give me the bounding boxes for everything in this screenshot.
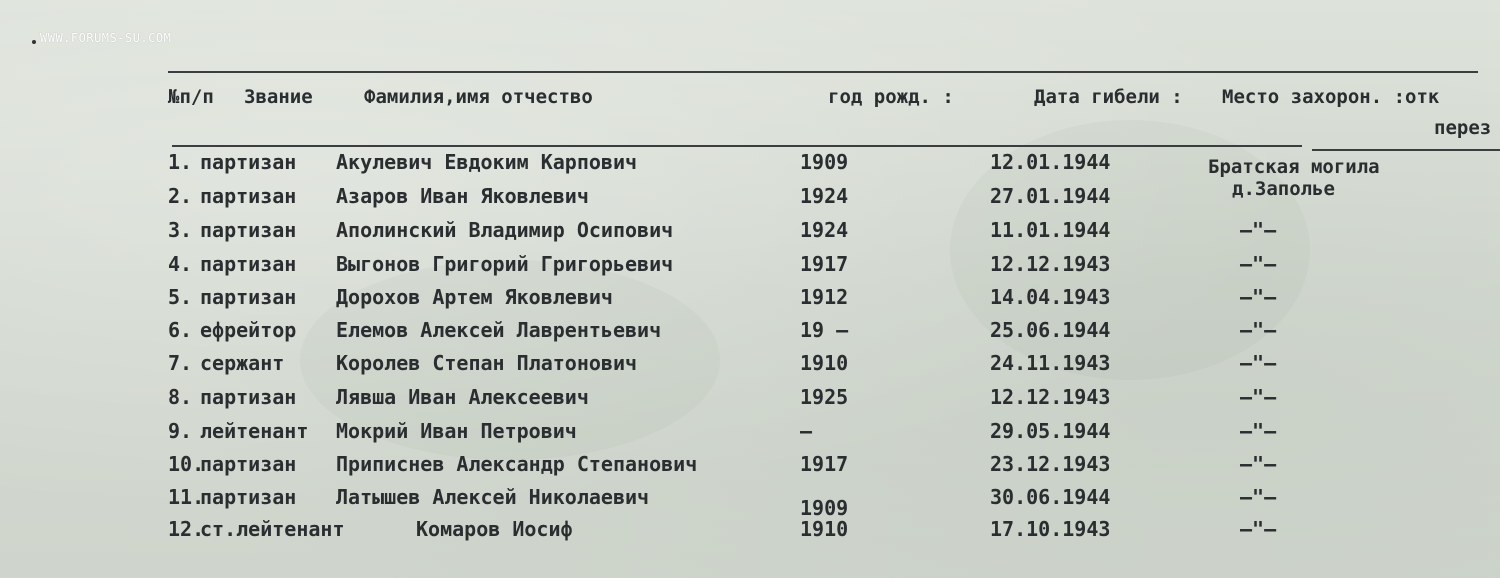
row-rank: ст.лейтенант	[200, 517, 345, 541]
row-num: 11.	[168, 485, 205, 509]
row-rank: ефрейтор	[200, 318, 297, 342]
row-name: Акулевич Евдоким Карпович	[336, 150, 638, 174]
row-death-date: 27.01.1944	[990, 184, 1111, 208]
row-death-date: 24.11.1943	[990, 351, 1111, 375]
row-death-date: 12.12.1943	[990, 385, 1111, 409]
header-death: Дата гибели :	[1034, 86, 1183, 108]
row-year: 1924	[800, 218, 849, 242]
row-burial: –"–	[1240, 452, 1277, 476]
row-num: 3.	[168, 218, 193, 242]
header-burial: Место захорон. :отк	[1222, 86, 1440, 108]
header-num: №п/п	[168, 86, 214, 108]
row-name: Мокрий Иван Петрович	[336, 419, 577, 443]
row-rank: партизан	[200, 285, 297, 309]
row-year: 1917	[800, 452, 849, 476]
row-name: Лявша Иван Алексеевич	[336, 385, 589, 409]
row-name: Выгонов Григорий Григорьевич	[336, 252, 674, 276]
row-rank: партизан	[200, 218, 297, 242]
row-num: 8.	[168, 385, 193, 409]
row-burial: –"–	[1240, 385, 1277, 409]
burial-note-line2: д.Заполье	[1232, 178, 1335, 200]
table-row	[0, 419, 1500, 449]
row-burial: –"–	[1240, 419, 1277, 443]
row-year: 1909	[800, 150, 849, 174]
row-burial: –"–	[1240, 517, 1277, 541]
row-death-date: 14.04.1943	[990, 285, 1111, 309]
table-row	[0, 150, 1500, 180]
row-rank: партизан	[200, 252, 297, 276]
table-top-rule	[168, 71, 1478, 73]
row-year: 1912	[800, 285, 849, 309]
row-death-date: 23.12.1943	[990, 452, 1111, 476]
row-num: 12.	[168, 517, 205, 541]
row-death-date: 17.10.1943	[990, 517, 1111, 541]
row-year: 1917	[800, 252, 849, 276]
row-rank: партизан	[200, 184, 297, 208]
row-burial: –"–	[1240, 318, 1277, 342]
row-num: 5.	[168, 285, 193, 309]
table-row	[0, 184, 1500, 214]
row-year: 1910	[800, 351, 849, 375]
row-year: 19 –	[800, 318, 849, 342]
row-year: 1910	[800, 517, 849, 541]
row-num: 10.	[168, 452, 205, 476]
row-burial: –"–	[1240, 485, 1277, 509]
row-burial: –"–	[1240, 351, 1277, 375]
row-year: 1924	[800, 184, 849, 208]
table-row	[0, 517, 1500, 547]
row-name: Дорохов Артем Яковлевич	[336, 285, 613, 309]
row-rank: партизан	[200, 150, 297, 174]
table-row	[0, 285, 1500, 315]
row-burial: –"–	[1240, 218, 1277, 242]
row-rank: партизан	[200, 485, 297, 509]
row-rank: лейтенант	[200, 419, 309, 443]
header-year: год рожд. :	[828, 86, 954, 108]
row-rank: партизан	[200, 452, 297, 476]
row-num: 1.	[168, 150, 193, 174]
row-death-date: 25.06.1944	[990, 318, 1111, 342]
table-row	[0, 318, 1500, 348]
header-burial-cont: перез	[1434, 117, 1492, 139]
burial-note-line1: Братская могила	[1208, 156, 1380, 178]
row-num: 2.	[168, 184, 193, 208]
row-year: 1909	[800, 496, 849, 520]
watermark-text: WWW.FORUMS-SU.COM	[40, 31, 172, 45]
row-name: Латышев Алексей Николаевич	[336, 485, 650, 509]
row-num: 9.	[168, 419, 193, 443]
header-bottom-rule	[172, 145, 1302, 147]
table-row	[0, 385, 1500, 415]
row-name: Приписнев Александр Степанович	[336, 452, 698, 476]
row-name: Елемов Алексей Лаврентьевич	[336, 318, 662, 342]
table-row	[0, 351, 1500, 381]
row-name: Аполинский Владимир Осипович	[336, 218, 674, 242]
table-row	[0, 485, 1500, 520]
row-death-date: 30.06.1944	[990, 485, 1111, 509]
row-death-date: 29.05.1944	[990, 419, 1111, 443]
row-name: Королев Степан Платонович	[336, 351, 638, 375]
row-name: Азаров Иван Яковлевич	[336, 184, 589, 208]
row-burial: –"–	[1240, 252, 1277, 276]
row-death-date: 12.12.1943	[990, 252, 1111, 276]
row-burial: –"–	[1240, 285, 1277, 309]
table-row	[0, 218, 1500, 248]
header-rank: Звание	[244, 86, 313, 108]
header-name: Фамилия,имя отчество	[364, 86, 593, 108]
row-rank: партизан	[200, 385, 297, 409]
row-num: 6.	[168, 318, 193, 342]
row-name: Комаров Иосиф	[416, 517, 573, 541]
row-num: 7.	[168, 351, 193, 375]
row-death-date: 11.01.1944	[990, 218, 1111, 242]
row-rank: сержант	[200, 351, 285, 375]
table-row	[0, 252, 1500, 282]
row-num: 4.	[168, 252, 193, 276]
row-year: –	[800, 419, 813, 443]
row-year: 1925	[800, 385, 849, 409]
row-death-date: 12.01.1944	[990, 150, 1111, 174]
table-row	[0, 452, 1500, 482]
ink-dot	[32, 40, 36, 44]
